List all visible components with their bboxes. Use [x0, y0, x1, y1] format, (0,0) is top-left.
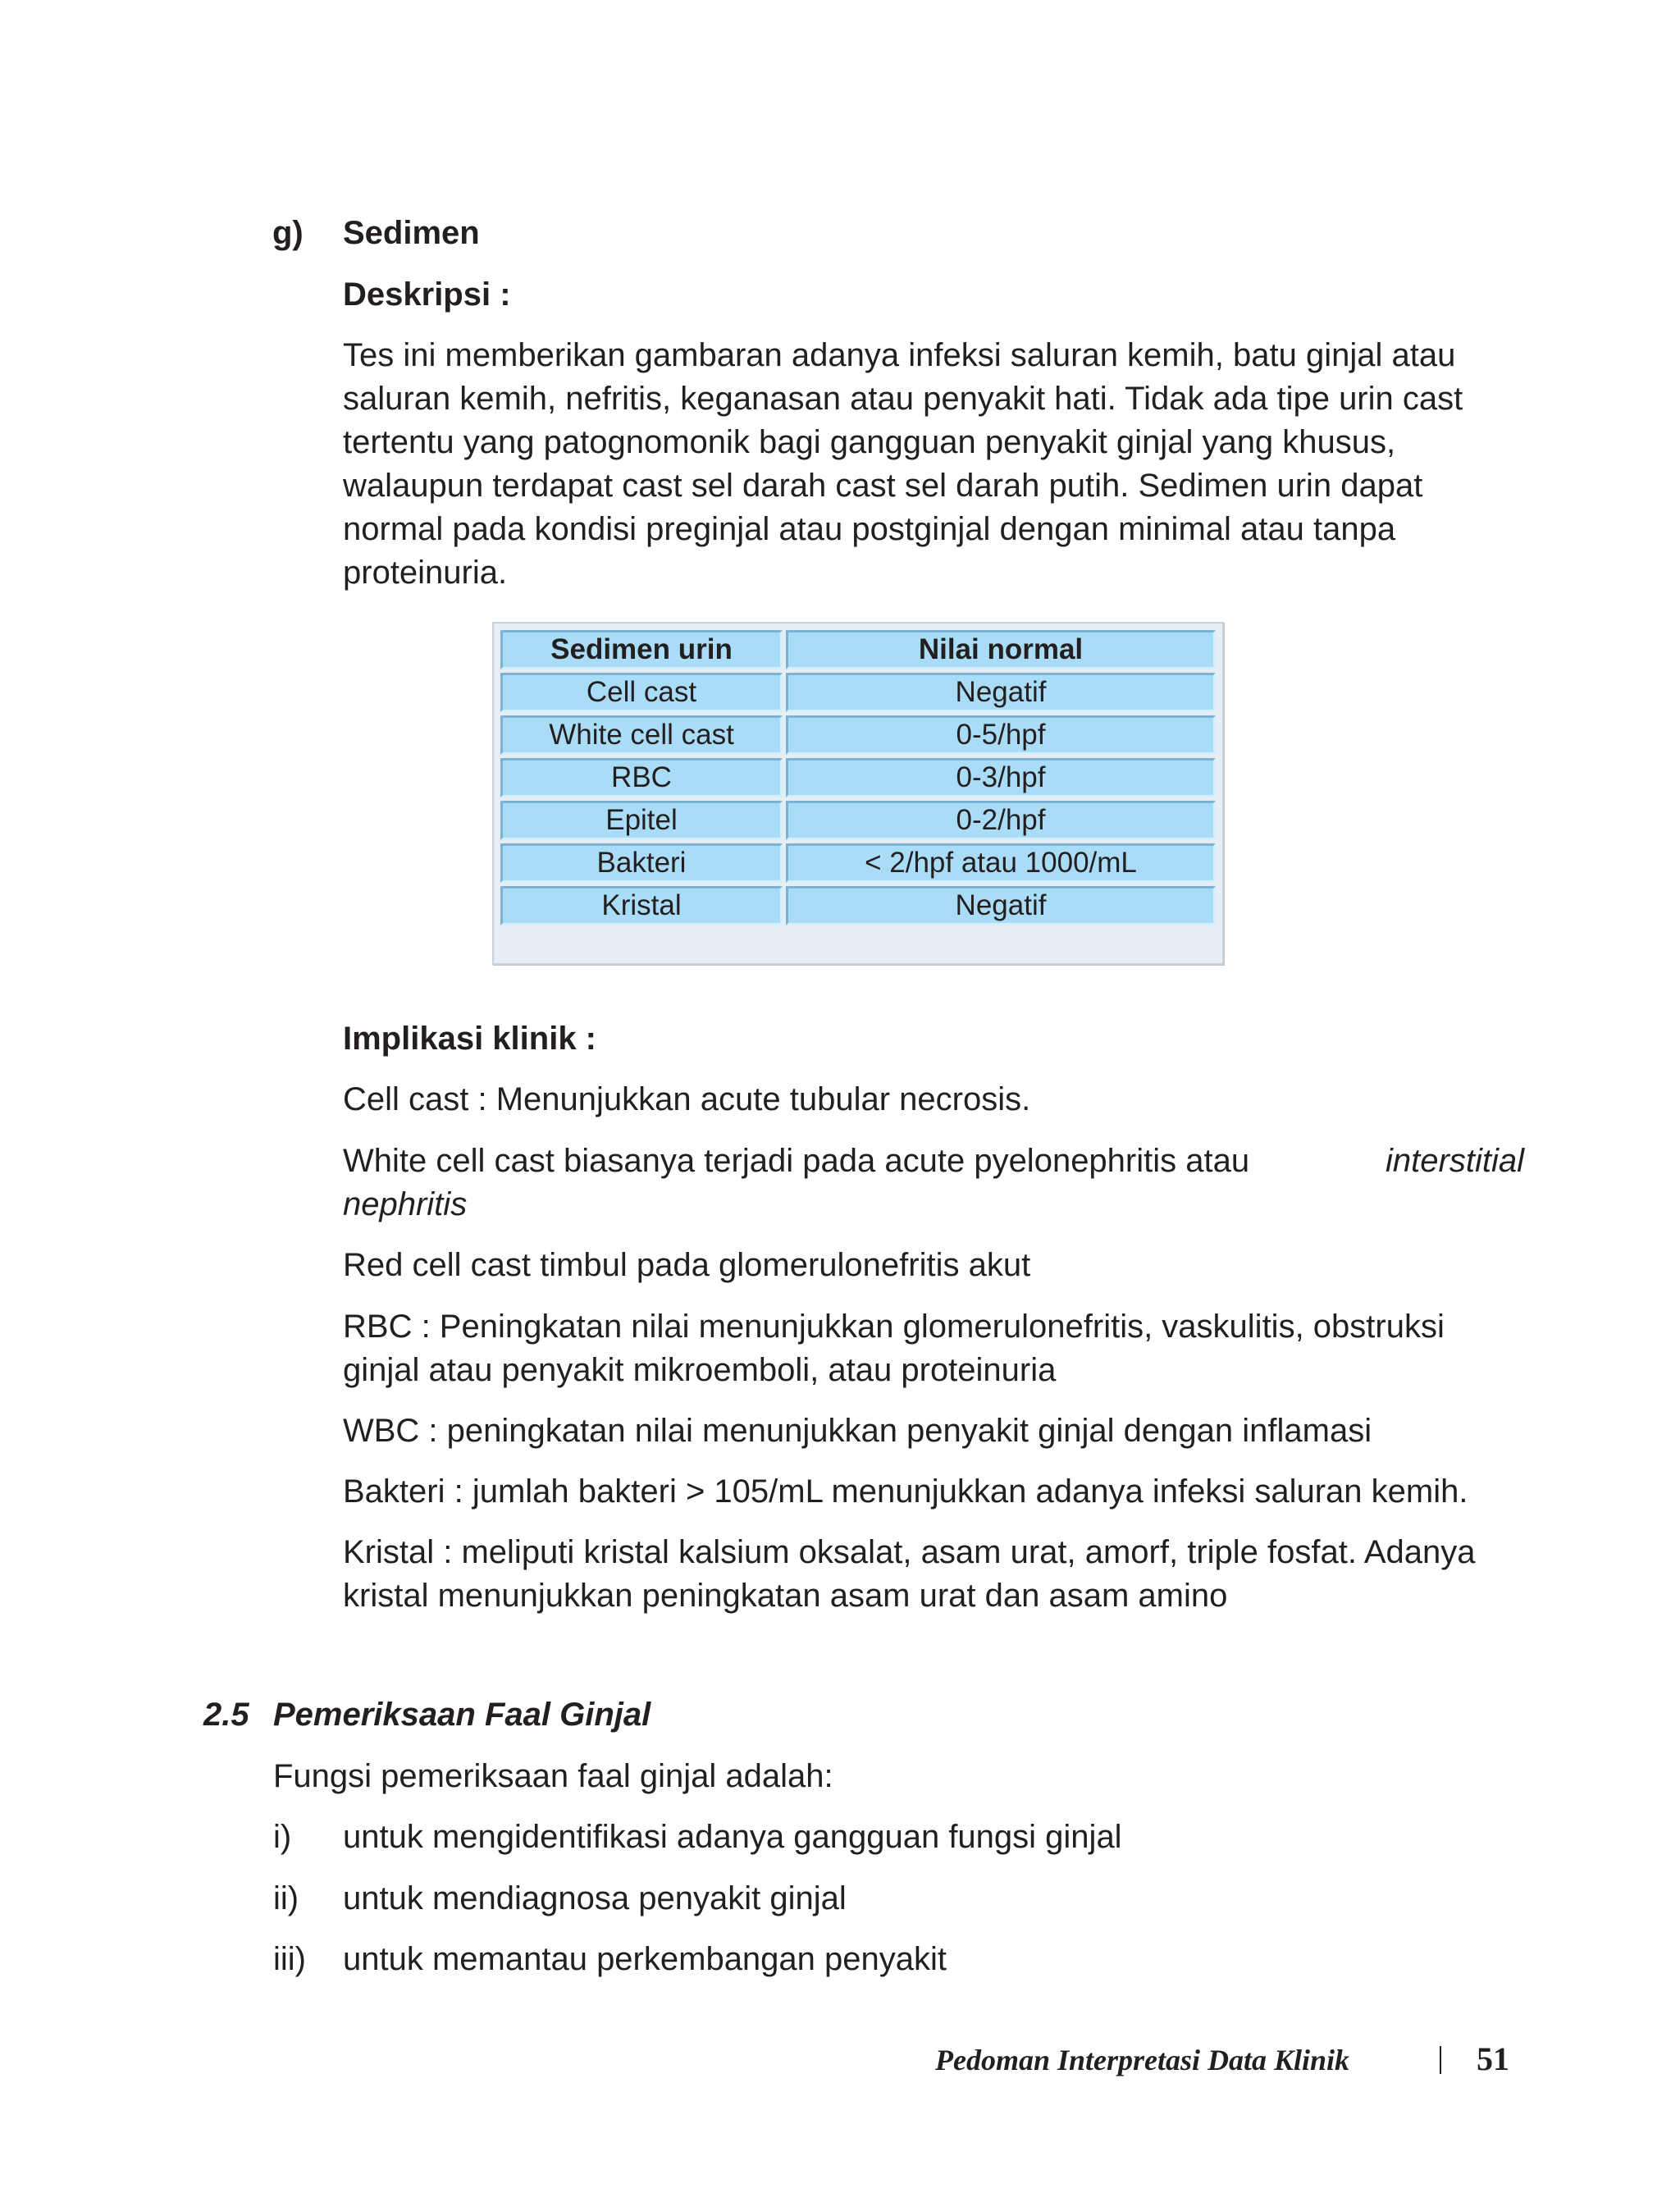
implication-wbc: WBC : peningkatan nilai menunjukkan penyakit ginjal dengan inflamasi	[343, 1413, 1372, 1449]
table-cell: Epitel	[500, 801, 783, 840]
table-row	[500, 673, 1216, 712]
section-intro: Fungsi pemeriksaan faal ginjal adalah:	[273, 1758, 833, 1794]
table-row	[500, 843, 1216, 883]
implication-cell-cast: Cell cast : Menunjukkan acute tubular necrosis.	[343, 1081, 1031, 1117]
page-number: 51	[1477, 2040, 1509, 2077]
list-marker: ii)	[273, 1880, 299, 1916]
implication-rbc	[343, 1305, 1524, 1392]
list-item: untuk mendiagnosa penyakit ginjal	[343, 1880, 847, 1916]
table-cell: 0-2/hpf	[786, 801, 1216, 840]
description-line: proteinuria.	[343, 555, 508, 591]
table-header-cell: Sedimen urin	[500, 630, 783, 669]
implication-italic-term: interstitial	[1386, 1143, 1524, 1179]
table-header-cell: Nilai normal	[786, 630, 1216, 669]
implication-text: White cell cast biasanya terjadi pada acute pyelonephritis atau	[343, 1143, 1250, 1179]
section-heading: Pemeriksaan Faal Ginjal	[273, 1697, 651, 1733]
description-paragraph	[343, 334, 1524, 595]
list-marker: i)	[273, 1819, 292, 1855]
implication-white-cell-cast	[343, 1140, 1524, 1227]
table-cell: Kristal	[500, 886, 783, 925]
table-cell: White cell cast	[500, 715, 783, 755]
table-row	[500, 715, 1216, 755]
description-line: normal pada kondisi preginjal atau postginjal dengan minimal atau tanpa	[343, 511, 1396, 547]
implication-line: RBC : Peningkatan nilai menunjukkan glomerulonefritis, vaskulitis, obstruksi	[343, 1309, 1445, 1345]
list-item: untuk memantau perkembangan penyakit	[343, 1941, 947, 1977]
description-line: walaupun terdapat cast sel darah cast sel darah putih. Sedimen urin dapat	[343, 468, 1423, 504]
sediment-table	[492, 622, 1224, 965]
implication-red-cell-cast: Red cell cast timbul pada glomerulonefritis akut	[343, 1247, 1031, 1283]
description-line: Tes ini memberikan gambaran adanya infeksi saluran kemih, batu ginjal atau	[343, 337, 1456, 373]
description-line: tertentu yang patognomonik bagi gangguan penyakit ginjal yang khusus,	[343, 424, 1396, 460]
list-marker: iii)	[273, 1941, 306, 1977]
description-heading: Deskripsi :	[343, 276, 511, 313]
table-header-row	[500, 630, 1216, 669]
table-cell: Bakteri	[500, 843, 783, 883]
description-line: saluran kemih, nefritis, keganasan atau penyakit hati. Tidak ada tipe urin cast	[343, 381, 1463, 417]
implication-heading: Implikasi klinik :	[343, 1021, 597, 1057]
table-cell: RBC	[500, 758, 783, 797]
implication-bakteri: Bakteri : jumlah bakteri > 105/mL menunjukkan adanya infeksi saluran kemih.	[343, 1473, 1468, 1510]
table-cell: Negatif	[786, 673, 1216, 712]
implication-kristal	[343, 1531, 1524, 1618]
table-row	[500, 801, 1216, 840]
implication-line: ginjal atau penyakit mikroemboli, atau proteinuria	[343, 1352, 1057, 1388]
implication-italic-term: nephritis	[343, 1186, 468, 1222]
section-title: Sedimen	[343, 215, 480, 251]
table-cell: 0-3/hpf	[786, 758, 1216, 797]
table-cell: 0-5/hpf	[786, 715, 1216, 755]
footer-book-title: Pedoman Interpretasi Data Klinik	[935, 2044, 1350, 2076]
table-row	[500, 886, 1216, 925]
list-item: untuk mengidentifikasi adanya gangguan fungsi ginjal	[343, 1819, 1122, 1855]
section-number: 2.5	[203, 1697, 249, 1733]
implication-line: Kristal : meliputi kristal kalsium oksalat, asam urat, amorf, triple fosfat. Adanya	[343, 1534, 1476, 1570]
footer-separator	[1440, 2046, 1441, 2074]
implication-line: kristal menunjukkan peningkatan asam urat dan asam amino	[343, 1578, 1228, 1614]
table-cell: < 2/hpf atau 1000/mL	[786, 843, 1216, 883]
table-cell: Negatif	[786, 886, 1216, 925]
table-row	[500, 758, 1216, 797]
section-marker: g)	[272, 215, 304, 251]
table-cell: Cell cast	[500, 673, 783, 712]
